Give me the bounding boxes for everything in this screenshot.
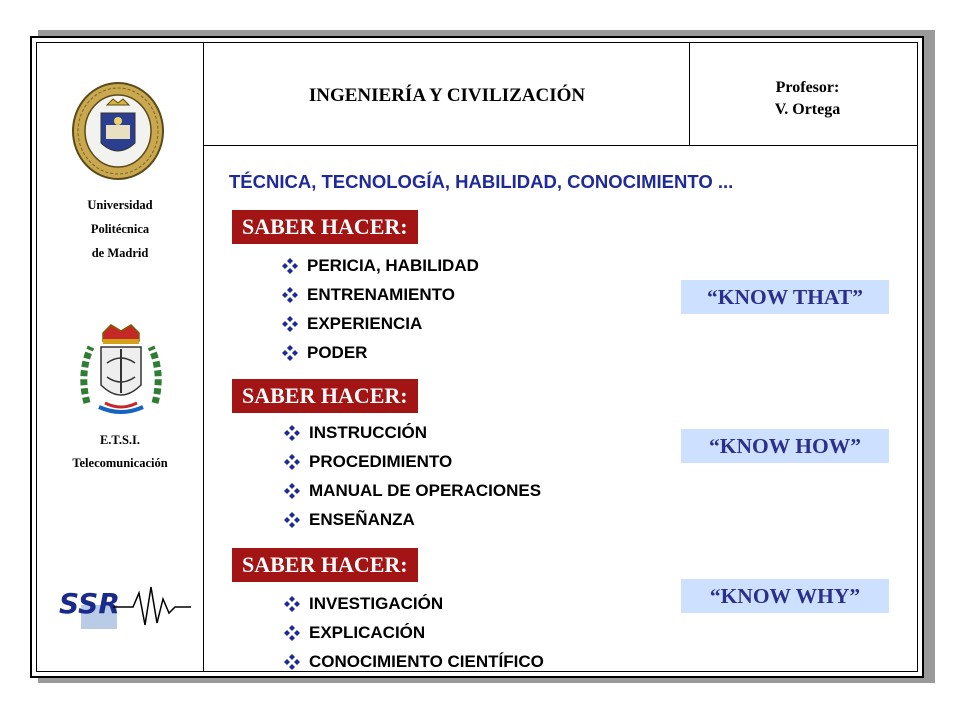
section-1-heading: SABER HACER: xyxy=(232,210,418,244)
left-column xyxy=(37,43,203,671)
slide-subtitle: TÉCNICA, TECNOLOGÍA, HABILIDAD, CONOCIMIENTO ... xyxy=(229,171,734,192)
professor-label: Profesor: xyxy=(775,79,840,96)
diamond-bullet-icon xyxy=(281,344,307,362)
university-line-2: Politécnica xyxy=(90,222,150,236)
list-item-text: EXPLICACIÓN xyxy=(309,622,426,642)
slide-inner xyxy=(36,42,918,672)
section-1-list xyxy=(281,251,479,367)
section-3-heading: SABER HACER: xyxy=(232,548,418,582)
university-line-1: Universidad xyxy=(87,198,153,212)
university-line-3: de Madrid xyxy=(91,246,149,260)
list-item xyxy=(281,338,479,367)
list-item xyxy=(281,251,479,280)
ssr-logo-text: SSR xyxy=(59,587,120,620)
university-name xyxy=(37,193,203,265)
list-item xyxy=(283,589,544,618)
divider-horizontal xyxy=(203,145,917,146)
school-name xyxy=(37,429,203,475)
know-how-tag: “KNOW HOW” xyxy=(681,429,889,463)
diamond-bullet-icon xyxy=(283,595,309,613)
diamond-bullet-icon xyxy=(283,482,309,500)
list-item xyxy=(281,280,479,309)
list-item-text: PROCEDIMIENTO xyxy=(309,451,453,471)
list-item-text: ENSEÑANZA xyxy=(309,509,415,529)
section-2-heading: SABER HACER: xyxy=(232,379,418,413)
professor-name: V. Ortega xyxy=(774,101,841,118)
list-item xyxy=(283,618,544,647)
etsi-crest-icon xyxy=(77,323,165,419)
list-item xyxy=(281,309,479,338)
diamond-bullet-icon xyxy=(283,511,309,529)
diamond-bullet-icon xyxy=(281,315,307,333)
ssr-logo xyxy=(55,583,195,633)
page-title: INGENIERÍA Y CIVILIZACIÓN xyxy=(308,85,586,106)
list-item xyxy=(283,476,541,505)
list-item-text: PODER xyxy=(307,342,368,362)
professor-info xyxy=(690,77,925,121)
diamond-bullet-icon xyxy=(283,653,309,671)
diamond-bullet-icon xyxy=(281,257,307,275)
list-item-text: CONOCIMIENTO CIENTÍFICO xyxy=(309,651,544,671)
list-item-text: MANUAL DE OPERACIONES xyxy=(309,480,542,500)
know-why-tag: “KNOW WHY” xyxy=(681,579,889,613)
diamond-bullet-icon xyxy=(283,624,309,642)
list-item-text: INVESTIGACIÓN xyxy=(309,593,444,613)
section-3-list xyxy=(283,589,544,676)
list-item xyxy=(283,447,541,476)
section-2-list xyxy=(283,418,541,534)
divider-vertical xyxy=(203,43,204,671)
school-line-1: E.T.S.I. xyxy=(99,433,141,447)
diamond-bullet-icon xyxy=(283,424,309,442)
slide-frame xyxy=(30,36,924,678)
school-line-2: Telecomunicación xyxy=(72,456,168,470)
upm-seal-icon xyxy=(71,81,165,181)
list-item xyxy=(283,418,541,447)
list-item-text: ENTRENAMIENTO xyxy=(307,284,455,304)
diamond-bullet-icon xyxy=(281,286,307,304)
list-item-text: EXPERIENCIA xyxy=(307,313,423,333)
list-item xyxy=(283,647,544,676)
diamond-bullet-icon xyxy=(283,453,309,471)
know-that-tag: “KNOW THAT” xyxy=(681,280,889,314)
list-item xyxy=(283,505,541,534)
list-item-text: INSTRUCCIÓN xyxy=(309,422,428,442)
list-item-text: PERICIA, HABILIDAD xyxy=(307,255,479,275)
